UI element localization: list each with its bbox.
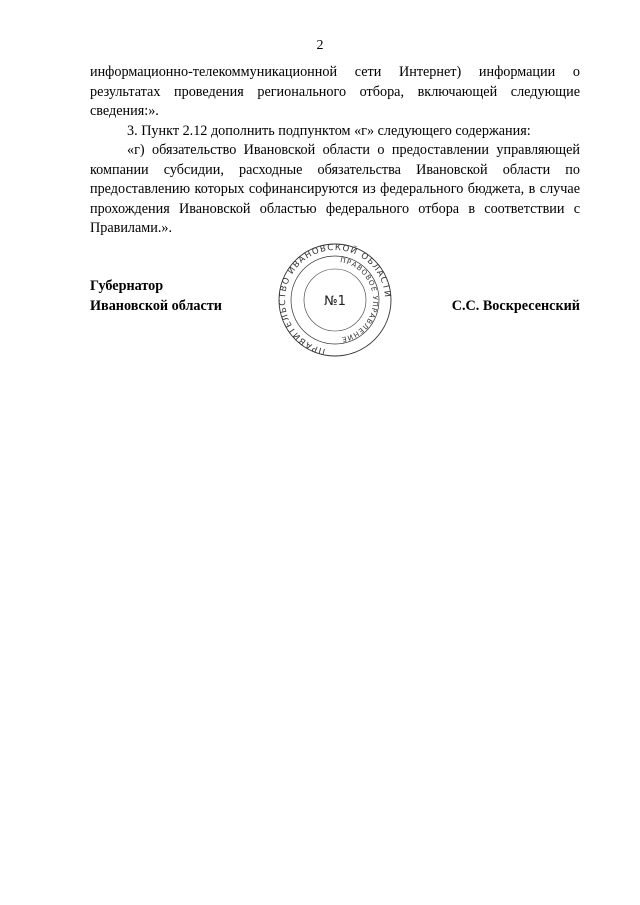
seal-number: №1	[324, 294, 346, 309]
signatory-name: С.С. Воскресенский	[451, 298, 580, 314]
official-seal	[270, 243, 400, 358]
seal-ring-text: ПРАВИТЕЛЬСТВО ИВАНОВСКОЙ ОБЛАСТИ	[277, 243, 393, 357]
signatory-title-line1: Губернатор	[90, 278, 164, 294]
seal-inner-text: ПРАВОВОЕ УПРАВЛЕНИЕ	[339, 256, 380, 344]
signatory-title-line2: Ивановской области	[90, 298, 222, 314]
paragraph-continuation: информационно-телекоммуникационной сети Интернет) информации о результатах проведения регионального отбора, включающей следующие сведения:».	[90, 64, 580, 119]
document-body	[90, 63, 580, 239]
signatory-title	[90, 276, 222, 316]
page-number: 2	[316, 38, 324, 53]
paragraph-subitem-g: «г) обязательство Ивановской области о предоставлении управляющей компании субсидии, расходные обязательства Ивановской области по предоставлению которых софинансируются из федерального бюджета, в случае прохождения Ивановской областью федерального отбора в соответствии с Правилами.».	[90, 142, 580, 236]
paragraph-item-3: 3. Пункт 2.12 дополнить подпунктом «г» следующего содержания:	[127, 122, 531, 139]
